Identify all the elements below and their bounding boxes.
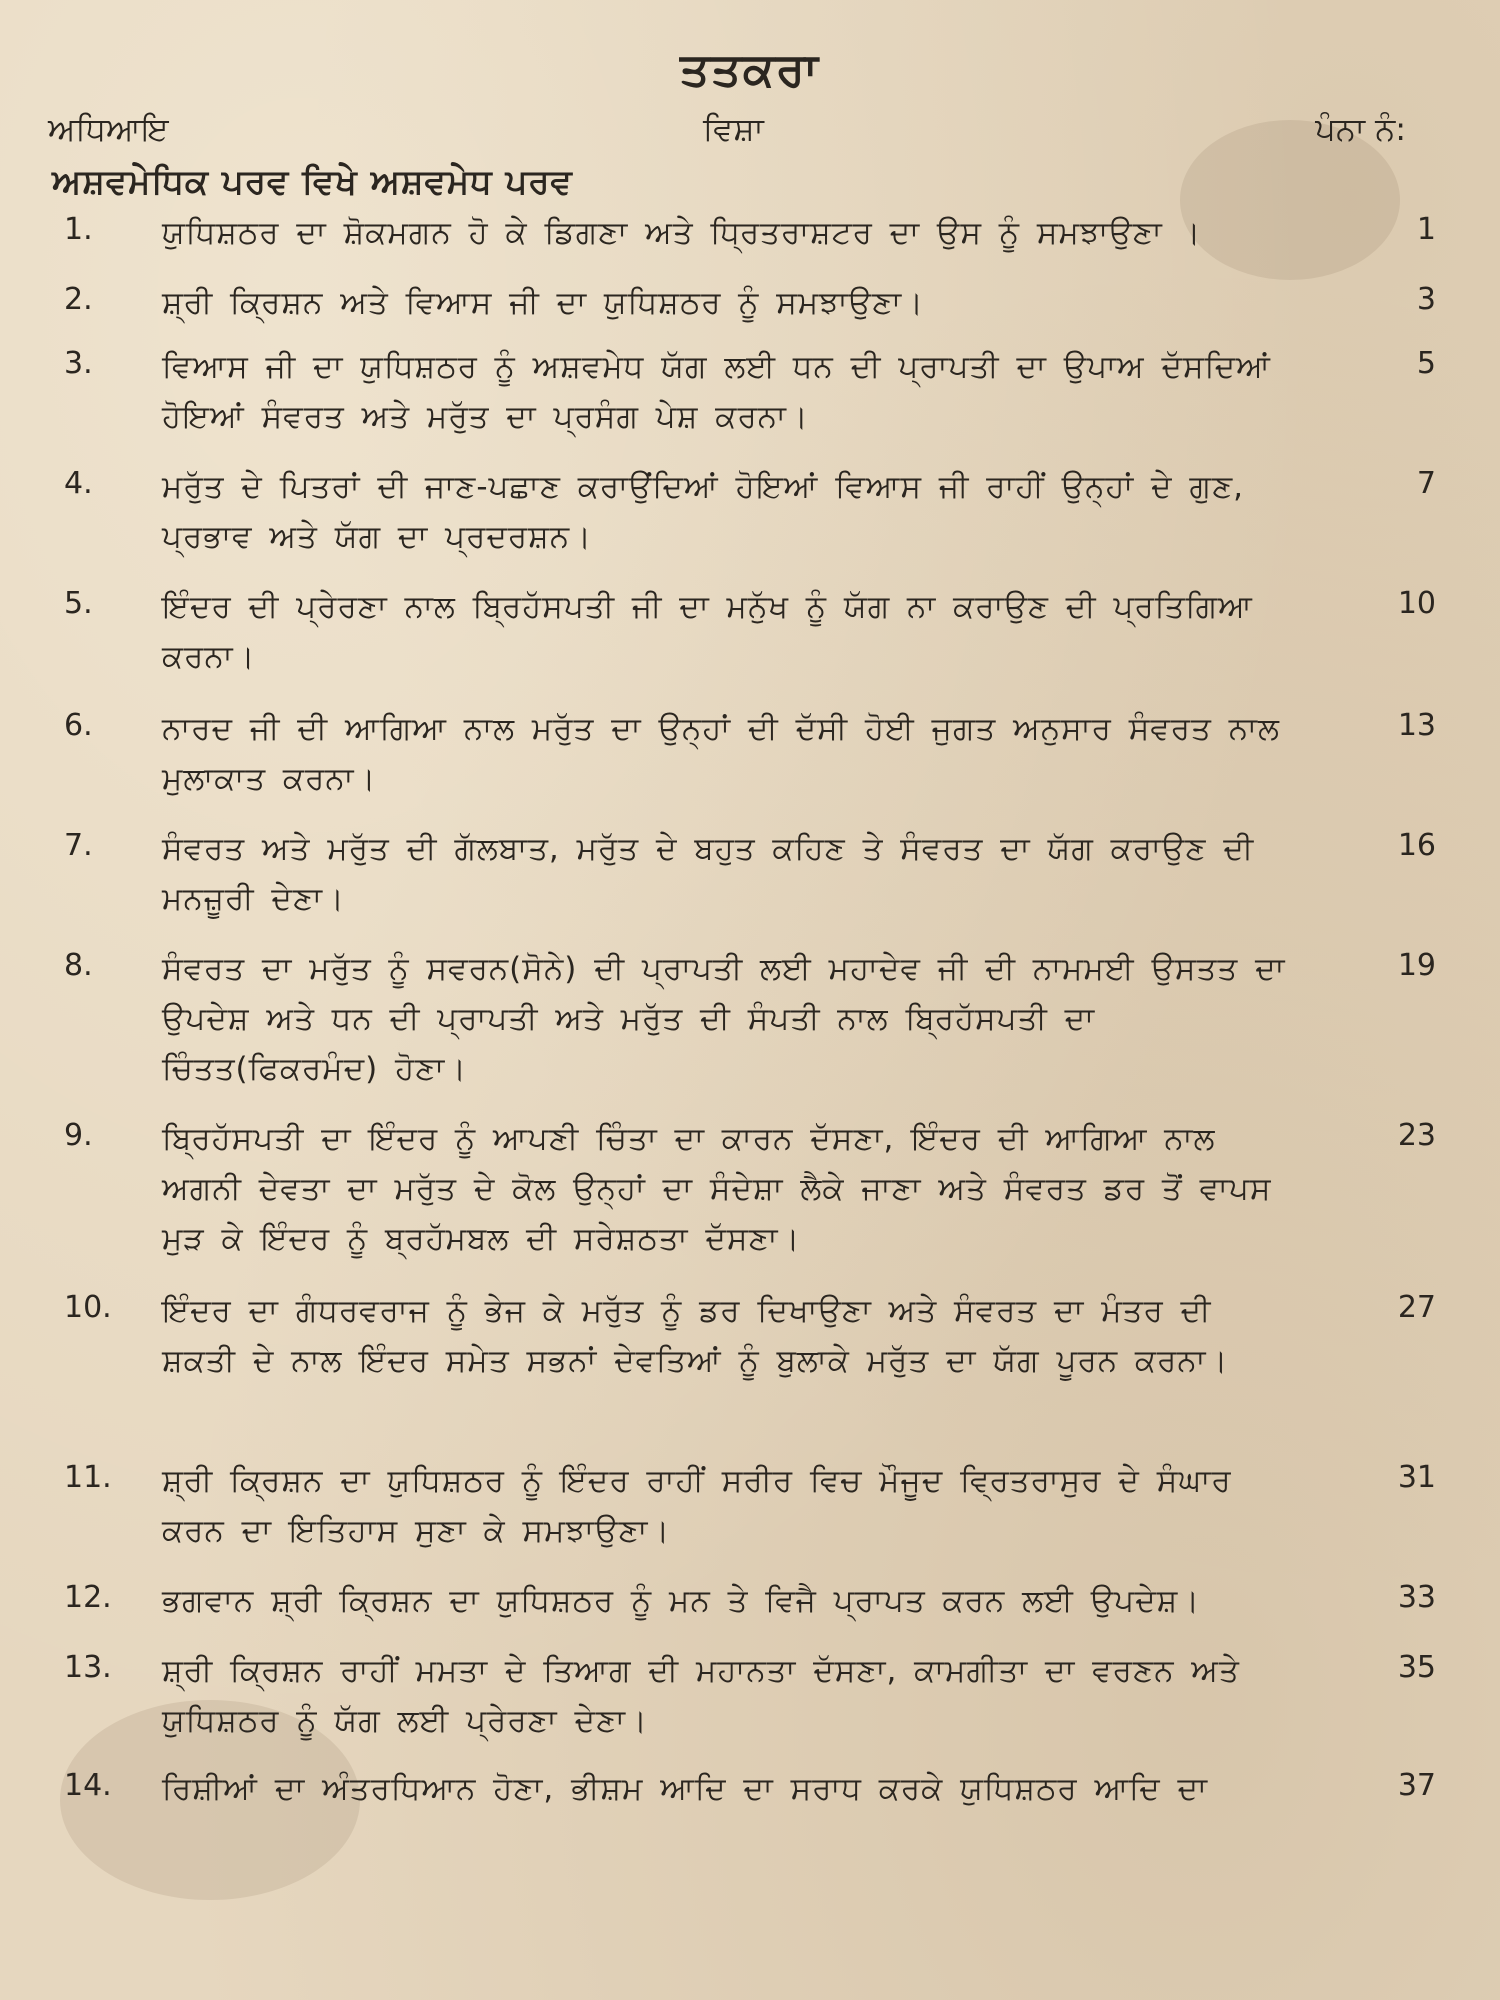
toc-entries (0, 208, 1500, 1824)
entry-number: 7. (64, 828, 93, 863)
toc-entry (0, 1456, 1500, 1576)
entry-page: 23 (1397, 1118, 1436, 1153)
entry-page: 31 (1397, 1460, 1436, 1495)
entry-page: 1 (1416, 212, 1436, 247)
header-page-no: ਪੰਨਾ ਨੰ: (1315, 110, 1406, 148)
entry-page: 7 (1416, 466, 1436, 501)
entry-page: 35 (1397, 1650, 1436, 1685)
toc-entry (0, 278, 1500, 342)
entry-text: ਇੰਦਰ ਦਾ ਗੰਧਰਵਰਾਜ ਨੂੰ ਭੇਜ ਕੇ ਮਰੁੱਤ ਨੂੰ ਡਰ ਦਿਖਾਉਣਾ ਅਤੇ ਸੰਵਰਤ ਦਾ ਮੰਤਰ ਦੀ ਸ਼ਕਤੀ ਦੇ ਨਾਲ ਇੰਦਰ ਸਮੇਤ ਸਭਨਾਂ ਦੇਵਤਿਆਂ ਨੂੰ ਬੁਲਾਕੇ ਮਰੁੱਤ ਦਾ ਯੱਗ ਪੂਰਨ ਕਰਨਾ। (162, 1293, 1229, 1379)
entry-text: ਨਾਰਦ ਜੀ ਦੀ ਆਗਿਆ ਨਾਲ ਮਰੁੱਤ ਦਾ ਉਨ੍ਹਾਂ ਦੀ ਦੱਸੀ ਹੋਈ ਜੁਗਤ ਅਨੁਸਾਰ ਸੰਵਰਤ ਨਾਲ ਮੁਲਾਕਾਤ ਕਰਨਾ। (162, 711, 1280, 797)
entry-number: 5. (64, 586, 93, 621)
entry-text: ਵਿਆਸ ਜੀ ਦਾ ਯੁਧਿਸ਼ਠਰ ਨੂੰ ਅਸ਼ਵਮੇਧ ਯੱਗ ਲਈ ਧਨ ਦੀ ਪ੍ਰਾਪਤੀ ਦਾ ਉਪਾਅ ਦੱਸਦਿਆਂ ਹੋਇਆਂ ਸੰਵਰਤ ਅਤੇ ਮਰੁੱਤ ਦਾ ਪ੍ਰਸੰਗ ਪੇਸ਼ ਕਰਨਾ। (162, 349, 1271, 435)
toc-entry (0, 1576, 1500, 1646)
entry-text: ਸ਼੍ਰੀ ਕ੍ਰਿਸ਼ਨ ਅਤੇ ਵਿਆਸ ਜੀ ਦਾ ਯੁਧਿਸ਼ਠਰ ਨੂੰ ਸਮਝਾਉਣਾ। (162, 285, 925, 321)
entry-page: 5 (1416, 346, 1436, 381)
section-heading: ਅਸ਼ਵਮੇਧਿਕ ਪਰਵ ਵਿਖੇ ਅਸ਼ਵਮੇਧ ਪਰਵ (52, 162, 573, 202)
entry-text: ਇੰਦਰ ਦੀ ਪ੍ਰੇਰਣਾ ਨਾਲ ਬ੍ਰਿਹੱਸਪਤੀ ਜੀ ਦਾ ਮਨੁੱਖ ਨੂੰ ਯੱਗ ਨਾ ਕਰਾਉਣ ਦੀ ਪ੍ਰਤਿਗਿਆ ਕਰਨਾ। (162, 589, 1253, 675)
entry-number: 11. (64, 1460, 112, 1495)
entry-text: ਸੰਵਰਤ ਅਤੇ ਮਰੁੱਤ ਦੀ ਗੱਲਬਾਤ, ਮਰੁੱਤ ਦੇ ਬਹੁਤ ਕਹਿਣ ਤੇ ਸੰਵਰਤ ਦਾ ਯੱਗ ਕਰਾਉਣ ਦੀ ਮਨਜ਼ੂਰੀ ਦੇਣਾ। (162, 831, 1255, 917)
toc-entry (0, 582, 1500, 704)
toc-entry (0, 342, 1500, 462)
toc-entry (0, 208, 1500, 278)
header-chapter: ਅਧਿਆਇ (48, 110, 169, 148)
column-headers (48, 110, 1406, 160)
entry-number: 8. (64, 948, 93, 983)
entry-page: 13 (1397, 708, 1436, 743)
entry-text: ਮਰੁੱਤ ਦੇ ਪਿਤਰਾਂ ਦੀ ਜਾਣ-ਪਛਾਣ ਕਰਾਉਂਦਿਆਂ ਹੋਇਆਂ ਵਿਆਸ ਜੀ ਰਾਹੀਂ ਉਨ੍ਹਾਂ ਦੇ ਗੁਣ, ਪ੍ਰਭਾਵ ਅਤੇ ਯੱਗ ਦਾ ਪ੍ਰਦਰਸ਼ਨ। (162, 469, 1245, 555)
entry-text: ਰਿਸ਼ੀਆਂ ਦਾ ਅੰਤਰਧਿਆਨ ਹੋਣਾ, ਭੀਸ਼ਮ ਆਦਿ ਦਾ ਸਰਾਧ ਕਰਕੇ ਯੁਧਿਸ਼ਠਰ ਆਦਿ ਦਾ (162, 1771, 1208, 1807)
entry-number: 12. (64, 1580, 112, 1615)
entry-page: 10 (1397, 586, 1436, 621)
page-title: ਤਤਕਰਾ (680, 42, 820, 96)
toc-entry (0, 1646, 1500, 1764)
entry-number: 10. (64, 1290, 112, 1325)
entry-page: 27 (1397, 1290, 1436, 1325)
entry-number: 2. (64, 282, 93, 317)
toc-entry (0, 704, 1500, 824)
entry-page: 37 (1397, 1768, 1436, 1803)
toc-entry (0, 1286, 1500, 1456)
entry-number: 1. (64, 212, 93, 247)
entry-number: 3. (64, 346, 93, 381)
entry-text: ਯੁਧਿਸ਼ਠਰ ਦਾ ਸ਼ੋਕਮਗਨ ਹੋ ਕੇ ਡਿਗਣਾ ਅਤੇ ਧ੍ਰਿਤਰਾਸ਼ਟਰ ਦਾ ਉਸ ਨੂੰ ਸਮਝਾਉਣਾ । (162, 215, 1202, 251)
entry-number: 4. (64, 466, 93, 501)
toc-entry (0, 824, 1500, 944)
entry-number: 6. (64, 708, 93, 743)
entry-number: 9. (64, 1118, 93, 1153)
toc-entry (0, 1114, 1500, 1286)
toc-entry (0, 1764, 1500, 1824)
entry-text: ਸ਼੍ਰੀ ਕ੍ਰਿਸ਼ਨ ਦਾ ਯੁਧਿਸ਼ਠਰ ਨੂੰ ਇੰਦਰ ਰਾਹੀਂ ਸਰੀਰ ਵਿਚ ਮੌਜੂਦ ਵ੍ਰਿਤਰਾਸੁਰ ਦੇ ਸੰਘਾਰ ਕਰਨ ਦਾ ਇਤਿਹਾਸ ਸੁਣਾ ਕੇ ਸਮਝਾਉਣਾ। (162, 1463, 1232, 1549)
toc-entry (0, 944, 1500, 1114)
entry-text: ਸ਼੍ਰੀ ਕ੍ਰਿਸ਼ਨ ਰਾਹੀਂ ਮਮਤਾ ਦੇ ਤਿਆਗ ਦੀ ਮਹਾਨਤਾ ਦੱਸਣਾ, ਕਾਮਗੀਤਾ ਦਾ ਵਰਣਨ ਅਤੇ ਯੁਧਿਸ਼ਠਰ ਨੂੰ ਯੱਗ ਲਈ ਪ੍ਰੇਰਣਾ ਦੇਣਾ। (162, 1653, 1240, 1739)
entry-page: 19 (1397, 948, 1436, 983)
entry-number: 14. (64, 1768, 112, 1803)
entry-number: 13. (64, 1650, 112, 1685)
entry-text: ਸੰਵਰਤ ਦਾ ਮਰੁੱਤ ਨੂੰ ਸਵਰਨ(ਸੋਨੇ) ਦੀ ਪ੍ਰਾਪਤੀ ਲਈ ਮਹਾਦੇਵ ਜੀ ਦੀ ਨਾਮਮਈ ਉਸਤਤ ਦਾ ਉਪਦੇਸ਼ ਅਤੇ ਧਨ ਦੀ ਪ੍ਰਾਪਤੀ ਅਤੇ ਮਰੁੱਤ ਦੀ ਸੰਪਤੀ ਨਾਲ ਬ੍ਰਿਹੱਸਪਤੀ ਦਾ ਚਿੰਤਤ(ਫਿਕਰਮੰਦ) ਹੋਣਾ। (162, 951, 1286, 1087)
entry-page: 3 (1416, 282, 1436, 317)
header-subject: ਵਿਸ਼ਾ (703, 110, 764, 148)
entry-text: ਬ੍ਰਿਹੱਸਪਤੀ ਦਾ ਇੰਦਰ ਨੂੰ ਆਪਣੀ ਚਿੰਤਾ ਦਾ ਕਾਰਨ ਦੱਸਣਾ, ਇੰਦਰ ਦੀ ਆਗਿਆ ਨਾਲ ਅਗਨੀ ਦੇਵਤਾ ਦਾ ਮਰੁੱਤ ਦੇ ਕੋਲ ਉਨ੍ਹਾਂ ਦਾ ਸੰਦੇਸ਼ਾ ਲੈਕੇ ਜਾਣਾ ਅਤੇ ਸੰਵਰਤ ਡਰ ਤੋਂ ਵਾਪਸ ਮੁੜ ਕੇ ਇੰਦਰ ਨੂੰ ਬ੍ਰਹੱਮਬਲ ਦੀ ਸਰੇਸ਼ਠਤਾ ਦੱਸਣਾ। (162, 1121, 1272, 1257)
entry-text: ਭਗਵਾਨ ਸ਼੍ਰੀ ਕ੍ਰਿਸ਼ਨ ਦਾ ਯੁਧਿਸ਼ਠਰ ਨੂੰ ਮਨ ਤੇ ਵਿਜੈ ਪ੍ਰਾਪਤ ਕਰਨ ਲਈ ਉਪਦੇਸ਼। (162, 1583, 1201, 1619)
toc-entry (0, 462, 1500, 582)
entry-page: 33 (1397, 1580, 1436, 1615)
entry-page: 16 (1397, 828, 1436, 863)
